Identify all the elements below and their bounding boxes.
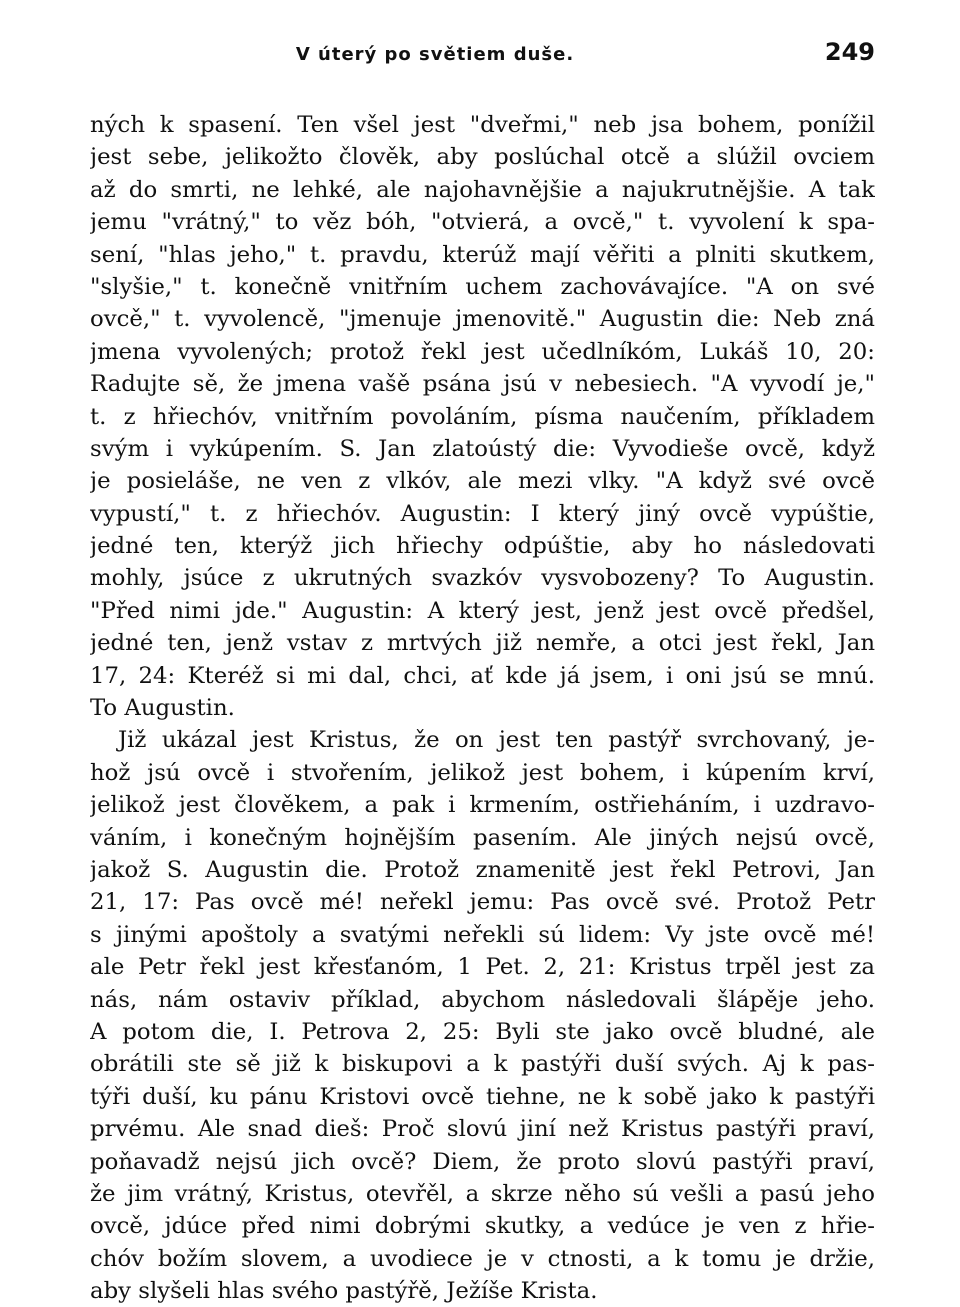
text-line: nás, nám ostaviv příklad, abychom následovali šlápěje jeho. bbox=[90, 986, 875, 1013]
text-line: chóv božím slovem, a uvodiece je v ctnosti, a k tomu je držie, bbox=[90, 1245, 875, 1272]
text-line: prvému. Ale snad dieš: Proč slovú jiní než Kristus pastýři praví, bbox=[90, 1116, 875, 1143]
text-line: poňavadž nejsú jich ovcě? Diem, že proto slovú pastýři praví, bbox=[90, 1148, 875, 1175]
text-line: Radujte sě, že jmena vašě psána jsú v nebesiech. "A vyvodí je," bbox=[90, 371, 875, 398]
text-line: jedné ten, jenž vstav z mrtvých již nemře, a otci jest řekl, Jan bbox=[90, 630, 875, 657]
text-line: jmena vyvolených; protož řekl jest učedlníkóm, Lukáš 10, 20: bbox=[90, 338, 875, 365]
text-line: Již ukázal jest Kristus, že on jest ten pastýř svrchovaný, je- bbox=[118, 727, 875, 754]
text-line: jemu "vrátný," to věz bóh, "otvierá, a ovcě," t. vyvolení k spa- bbox=[90, 209, 875, 236]
text-line: hož jsú ovcě i stvořením, jelikož jest bohem, i kúpením krví, bbox=[90, 759, 875, 786]
text-line: "Před nimi jde." Augustin: A který jest, jenž jest ovcě předšel, bbox=[90, 597, 875, 624]
text-line: jelikož jest člověkem, a pak i krmením, ostřieháním, i uzdravo- bbox=[90, 792, 875, 819]
paragraph bbox=[90, 724, 875, 1307]
text-line: svým i vykúpením. S. Jan zlatoústý die: Vyvodieše ovcě, když bbox=[90, 435, 875, 462]
text-line: týři duší, ku pánu Kristovi ovcě tiehne, ne k sobě jako k pastýři bbox=[90, 1083, 875, 1110]
text-line: 21, 17: Pas ovcě mé! neřekl jemu: Pas ovcě své. Protož Petr bbox=[90, 889, 875, 916]
running-title: V úterý po světiem duše. bbox=[295, 44, 575, 65]
text-line: sení, "hlas jeho," t. pravdu, kterúž mají věřiti a plniti skutkem, bbox=[90, 241, 875, 268]
text-line: jedné ten, kterýž jich hřiechy odpúštie, aby ho následovati bbox=[90, 533, 875, 560]
text-line: jakož S. Augustin die. Protož znamenitě jest řekl Petrovi, Jan bbox=[90, 856, 875, 883]
text-line: To Augustin. bbox=[90, 695, 235, 722]
paragraph bbox=[90, 109, 875, 724]
text-line: ovcě," t. vyvolencě, "jmenuje jmenovitě." Augustin die: Neb zná bbox=[90, 306, 875, 333]
text-line: je posieláše, ne ven z vlkóv, ale mezi vlky. "A když své ovcě bbox=[90, 468, 875, 495]
text-line: váním, i konečným hojnějším pasením. Ale jiných nejsú ovcě, bbox=[90, 824, 875, 851]
text-line: obrátili ste sě již k biskupovi a k pastýři duší svých. Aj k pas- bbox=[90, 1051, 875, 1078]
text-line: mohly, jsúce z ukrutných svazkóv vysvobozeny? To Augustin. bbox=[90, 565, 875, 592]
text-line: "slyšie," t. konečně vnitřním uchem zachovávajíce. "A on své bbox=[90, 273, 875, 300]
text-line: t. z hřiechóv, vnitřním povoláním, písma naučením, příkladem bbox=[90, 403, 875, 430]
text-line: aby slyšeli hlas svého pastýřě, Ježíše Krista. bbox=[90, 1278, 598, 1305]
text-line: s jinými apoštoly a svatými neřekli sú lidem: Vy jste ovcě mé! bbox=[90, 921, 875, 948]
text-line: ale Petr řekl jest křesťanóm, 1 Pet. 2, 21: Kristus trpěl jest za bbox=[90, 954, 875, 981]
text-line: ovcě, jdúce před nimi dobrými skutky, a vedúce je ven z hřie- bbox=[90, 1213, 875, 1240]
text-line: ných k spasení. Ten všel jest "dveřmi," neb jsa bohem, ponížil bbox=[90, 112, 875, 138]
page-number: 249 bbox=[824, 38, 875, 66]
text-line: jest sebe, jelikožto člověk, aby poslúchal otcě a slúžil ovciem bbox=[90, 144, 875, 171]
text-line: A potom die, I. Petrova 2, 25: Byli ste jako ovcě bludné, ale bbox=[90, 1018, 875, 1045]
body-text bbox=[90, 109, 875, 1307]
running-head bbox=[90, 38, 875, 78]
text-line: 17, 24: Kteréž si mi dal, chci, ať kde já jsem, i oni jsú se mnú. bbox=[90, 662, 875, 689]
text-line: vypustí," t. z hřiechóv. Augustin: I který jiný ovcě vypúštie, bbox=[90, 500, 875, 527]
text-line: až do smrti, ne lehké, ale najohavnějšie a najukrutnějšie. A tak bbox=[90, 176, 875, 203]
text-line: že jim vrátný, Kristus, otevřěl, a skrze něho sú vešli a pasú jeho bbox=[90, 1180, 875, 1207]
